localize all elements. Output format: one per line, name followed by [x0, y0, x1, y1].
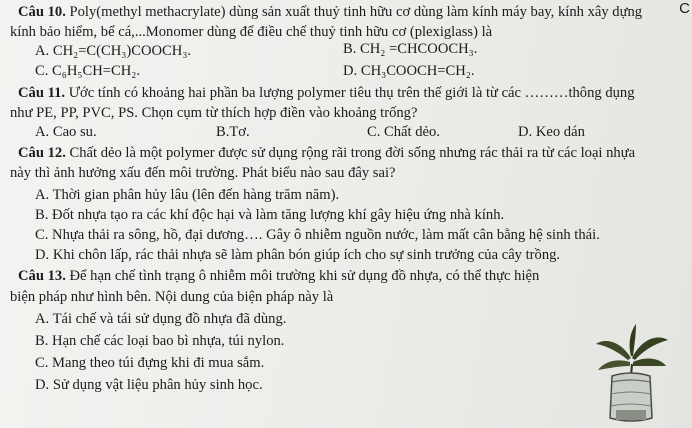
q13-text1: Để hạn chế tình trạng ô nhiễm môi trường khi sử dụng đồ nhựa, có thể thực hiện — [65, 268, 540, 284]
q13-stem-line2: biện pháp như hình bên. Nội dung của biện pháp này là — [10, 289, 334, 305]
q10-stem-line2: kính bảo hiểm, bể cá,...Monomer dùng để điều chế thuỷ tinh hữu cơ (plexiglass) là — [10, 24, 493, 40]
q13-option-c: C. Mang theo túi đựng khi đi mua sắm. — [35, 355, 265, 371]
leaf-icon — [596, 324, 668, 376]
bottle-icon — [610, 373, 652, 421]
q11-option-a: A. Cao su. — [35, 124, 97, 140]
q11-option-d: D. Keo dán — [518, 124, 585, 140]
q12-text1: Chất dẻo là một polymer được sử dụng rộng rãi trong đời sống nhưng rác thải ra từ các loại nhựa — [65, 145, 636, 161]
q10-option-d: D. CH₃COOCH=CH₂. — [343, 63, 475, 79]
q11-option-b: B.Tơ. — [216, 124, 250, 140]
q11-text1: Ước tính có khoảng hai phần ba lượng polymer tiêu thụ trên thế giới là từ các ………thông dụng — [65, 85, 635, 101]
q13-option-a: A. Tái chế và tái sử dụng đồ nhựa đã dùng. — [35, 311, 287, 327]
q11-stem-line1 — [18, 84, 635, 102]
q11-option-c: C. Chất dẻo. — [367, 124, 440, 140]
q13-option-b: B. Hạn chế các loại bao bì nhựa, túi nylon. — [35, 333, 285, 349]
q13-number: Câu 13. — [18, 268, 66, 284]
q12-option-c: C. Nhựa thải ra sông, hồ, đại dương…. Gây ô nhiễm nguồn nước, làm mất cân bằng hệ sinh thái. — [35, 227, 600, 243]
q12-stem-line2: này thì ảnh hưởng xấu đến môi trường. Phát biểu nào sau đây sai? — [10, 165, 396, 181]
q13-stem-line1 — [18, 267, 539, 285]
q11-stem-line2: như PE, PP, PVC, PS. Chọn cụm từ thích hợp điền vào khoảng trống? — [10, 105, 418, 121]
q11-number: Câu 11. — [18, 85, 66, 101]
q10-stem-line1 — [18, 3, 642, 21]
q12-number: Câu 12. — [18, 145, 66, 161]
corner-mark: C — [679, 0, 690, 17]
q10-option-c: C. C₆H₅CH=CH₂. — [35, 63, 140, 79]
q12-option-b: B. Đốt nhựa tạo ra các khí độc hại và làm tăng lượng khí gây hiệu ứng nhà kính. — [35, 207, 505, 223]
q10-number: Câu 10. — [18, 4, 66, 20]
plant-in-bottle-illustration — [590, 318, 672, 426]
q10-option-a: A. CH₂=C(CH₃)COOCH₃. — [35, 43, 192, 59]
q10-option-b: B. CH₂ =CHCOOCH₃. — [343, 41, 478, 57]
q12-option-a: A. Thời gian phân hủy lâu (lên đến hàng trăm năm). — [35, 187, 340, 203]
q13-option-d: D. Sử dụng vật liệu phân hủy sinh học. — [35, 377, 263, 393]
q10-text1: Poly(methyl methacrylate) dùng sản xuất thuỷ tinh hữu cơ dùng làm kính máy bay, kính xây dựng — [65, 4, 643, 20]
q12-option-d: D. Khi chôn lấp, rác thải nhựa sẽ làm phân bón giúp ích cho sự sinh trưởng của cây trồng. — [35, 247, 561, 263]
q12-stem-line1 — [18, 144, 635, 162]
